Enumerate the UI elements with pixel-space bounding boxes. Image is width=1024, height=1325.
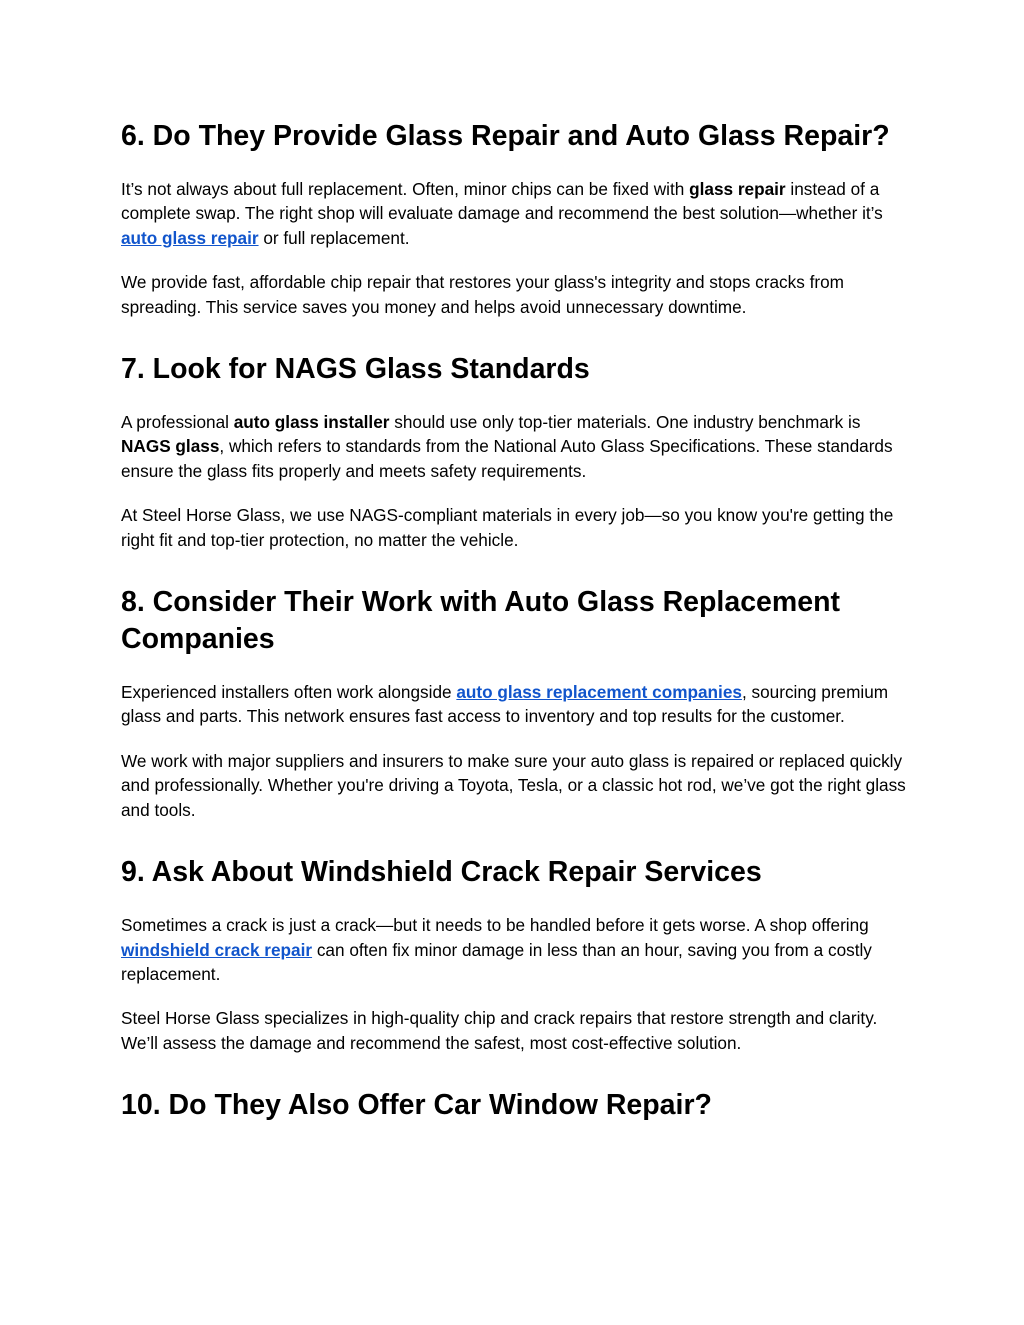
text-run: A professional (121, 412, 234, 433)
text-run: should use only top-tier materials. One industry benchmark is (389, 412, 861, 433)
section-heading-8: 8. Consider Their Work with Auto Glass Replacement Companies (121, 586, 840, 656)
text-run: Sometimes a crack is just a crack—but it needs to be handled before it gets worse. A shop offering (121, 915, 869, 936)
text-run: It’s not always about full replacement. Often, minor chips can be fixed with (121, 179, 690, 199)
link-auto-glass-replacement-companies[interactable]: auto glass replacement companies (456, 682, 742, 703)
bold-term-auto-glass-installer: auto glass installer (233, 412, 390, 433)
section-7-paragraph-2: At Steel Horse Glass, we use NAGS-compliant materials in every job—so you know you're getting the right fit and top-tier protection, no matter the vehicle. (121, 505, 894, 550)
section-6-paragraph-2: We provide fast, affordable chip repair that restores your glass's integrity and stops cracks from spreading. This service saves you money and helps avoid unnecessary downtime. (121, 272, 844, 317)
text-run: or full replacement. (258, 227, 410, 248)
link-auto-glass-repair[interactable]: auto glass repair (121, 227, 259, 248)
section-9-paragraph-2: Steel Horse Glass specializes in high-quality chip and crack repairs that restore strength and clarity. We’ll assess the damage and recommend the safest, most cost-effective solution. (121, 1008, 878, 1053)
text-run: , sourcing premium glass and parts. This network ensures fast access to inventory and top results for the customer. (121, 682, 889, 727)
section-heading-10: 10. Do They Also Offer Car Window Repair? (121, 1089, 712, 1122)
document-page (121, 118, 911, 1124)
section-6-paragraph-1 (121, 177, 911, 250)
section-9-paragraph-1 (121, 913, 911, 986)
text-run: instead of a complete swap. The right shop will evaluate damage and recommend the best solution—whether it’s (121, 179, 883, 224)
section-heading-6: 6. Do They Provide Glass Repair and Auto Glass Repair? (121, 120, 890, 152)
link-windshield-crack-repair[interactable]: windshield crack repair (121, 939, 313, 960)
text-run: , which refers to standards from the National Auto Glass Specifications. These standards ensure the glass fits properly and meets safety requirements. (121, 436, 893, 481)
section-heading-9: 9. Ask About Windshield Crack Repair Services (121, 856, 762, 889)
section-8-paragraph-2: We work with major suppliers and insurers to make sure your auto glass is repaired or replaced quickly and professionally. Whether you're driving a Toyota, Tesla, or a classic hot rod, we’ve got the right glass and tools. (121, 750, 906, 820)
section-7-paragraph-1 (121, 410, 911, 483)
bold-term-glass-repair: glass repair (689, 179, 786, 199)
section-8-paragraph-1 (121, 680, 911, 729)
bold-term-nags-glass: NAGS glass (121, 436, 220, 457)
section-heading-7: 7. Look for NAGS Glass Standards (121, 353, 590, 386)
text-run: Experienced installers often work alongside (121, 682, 457, 703)
text-run: can often fix minor damage in less than an hour, saving you from a costly replacement. (121, 939, 872, 984)
